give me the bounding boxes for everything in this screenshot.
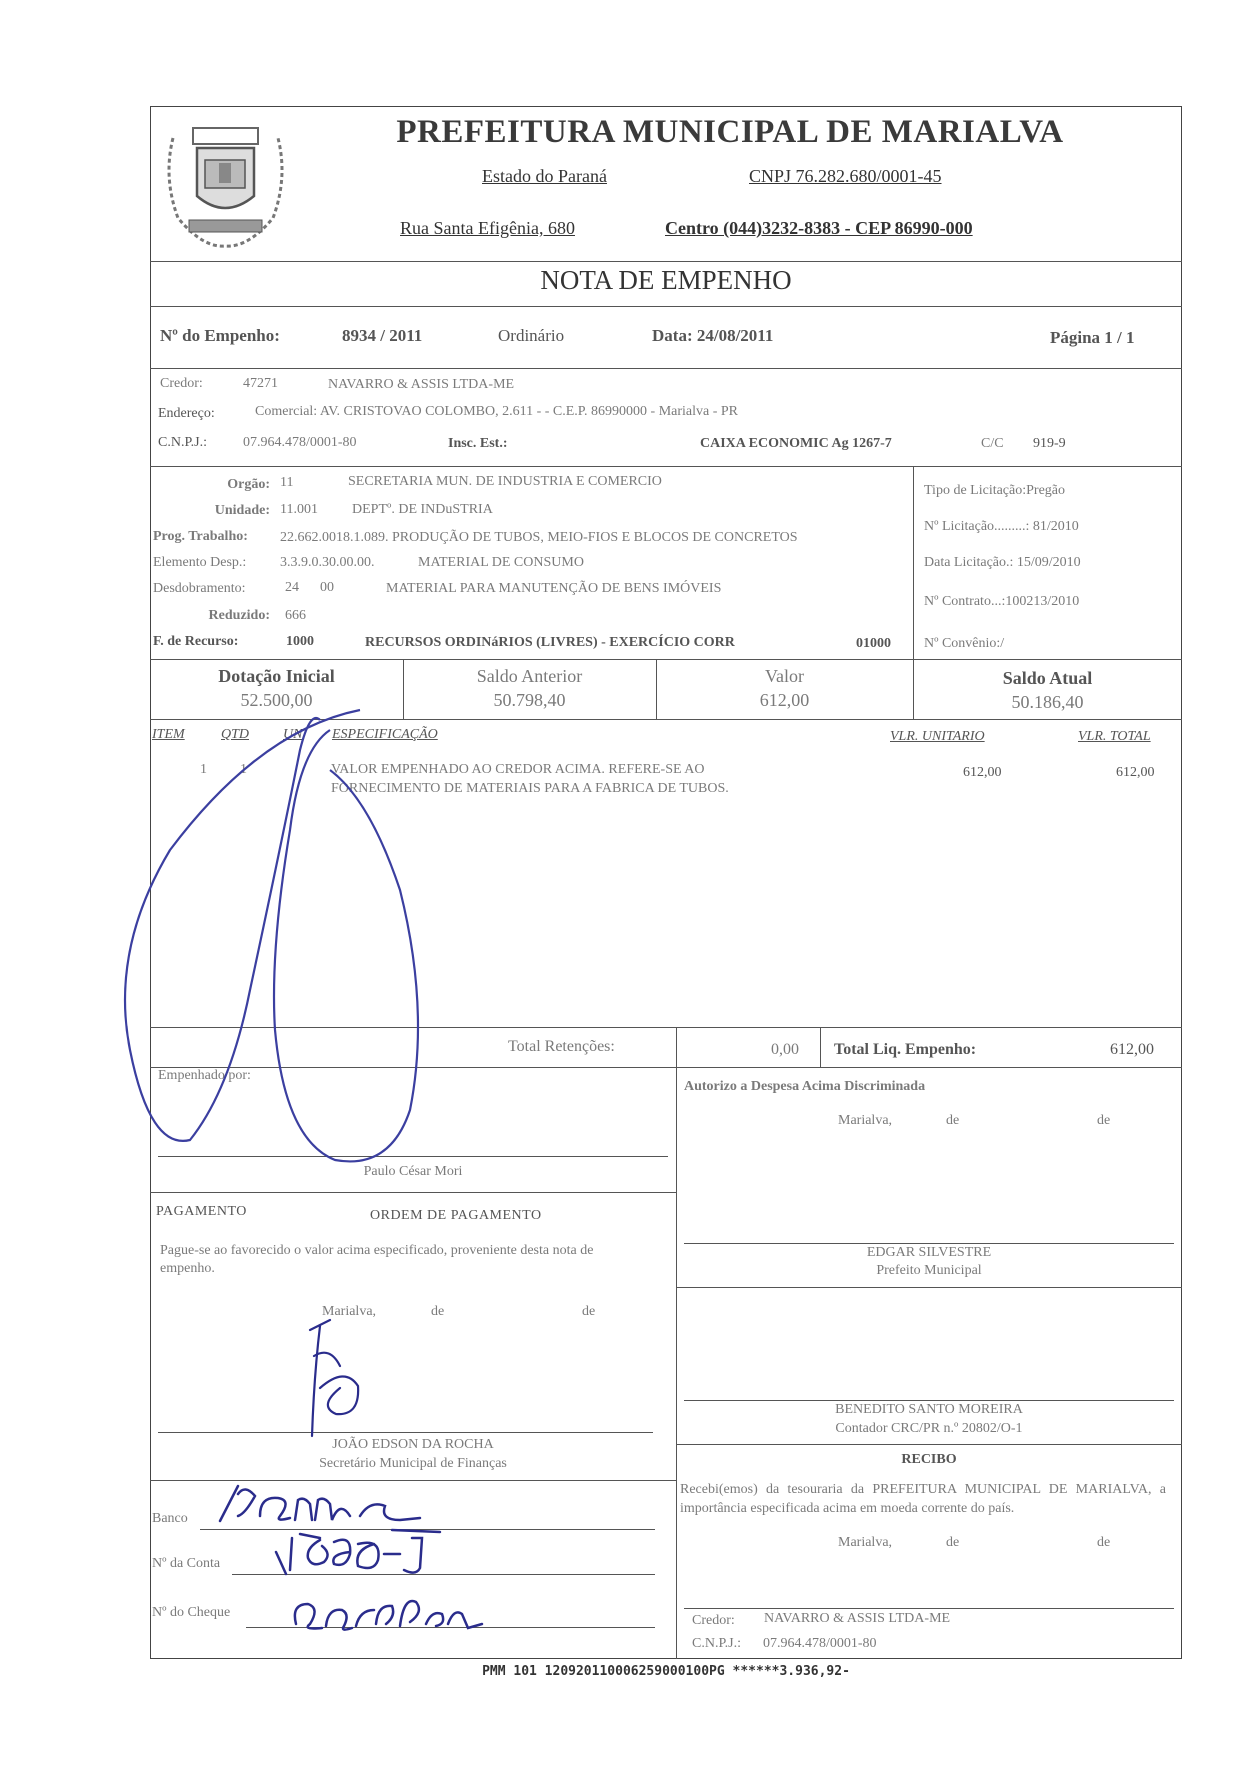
signature-financas — [300, 1316, 380, 1446]
orgao-name: SECRETARIA MUN. DE INDUSTRIA E COMERCIO — [348, 474, 662, 489]
elemento-code: 3.3.9.0.30.00.00. — [280, 555, 375, 570]
saldo-anterior-value: 50.798,40 — [493, 690, 566, 710]
municipality-contact: Centro (044)3232-8383 - CEP 86990-000 — [665, 218, 973, 238]
dotacao-inicial-value: 52.500,00 — [240, 690, 313, 710]
licitacao-data: Data Licitação.: 15/09/2010 — [924, 555, 1081, 570]
municipality-cnpj: CNPJ 76.282.680/0001-45 — [749, 166, 942, 186]
credor-name: NAVARRO & ASSIS LTDA-ME — [328, 377, 515, 392]
recibo-de-2: de — [1097, 1535, 1111, 1550]
valor-label: Valor — [765, 666, 804, 686]
page-number: Página 1 / 1 — [1050, 328, 1135, 347]
recibo-credor-name: NAVARRO & ASSIS LTDA-ME — [764, 1611, 951, 1626]
empenho-number: 8934 / 2011 — [342, 326, 423, 345]
desdobramento-name: MATERIAL PARA MANUTENÇÃO DE BENS IMÓVEIS — [386, 581, 722, 596]
document-title: NOTA DE EMPENHO — [540, 265, 792, 295]
pagamento-label: PAGAMENTO — [156, 1204, 247, 1219]
municipality-title: PREFEITURA MUNICIPAL DE MARIALVA — [396, 114, 1064, 150]
bank-info: CAIXA ECONOMIC Ag 1267-7 — [700, 436, 892, 451]
empenhado-signer-name: Paulo César Mori — [363, 1164, 463, 1179]
saldo-anterior-label: Saldo Anterior — [476, 666, 583, 686]
cc-label: C/C — [981, 436, 1004, 451]
recibo-text: Recebi(emos) da tesouraria da PREFEITURA MUNICIPAL DE MARIALVA, a importância especificada acima em moeda corrente do país. — [680, 1482, 1166, 1516]
un-column-header: UN — [283, 727, 303, 742]
convenio-numero: Nº Convênio:/ — [924, 636, 1005, 651]
prefeito-role: Prefeito Municipal — [876, 1263, 982, 1278]
financas-secretary-role: Secretário Municipal de Finanças — [319, 1456, 507, 1471]
autorizo-text: Autorizo a Despesa Acima Discriminada — [684, 1079, 926, 1094]
recurso-name: RECURSOS ORDINáRIOS (LIVRES) - EXERCÍCIO CORR — [365, 635, 735, 650]
item-number: 1 — [200, 762, 207, 777]
credor-address: Comercial: AV. CRISTOVAO COLOMBO, 2.611 - - C.E.P. 86990000 - Marialva - PR — [255, 404, 739, 419]
signature-mark — [110, 690, 470, 1170]
address-label: Endereço: — [158, 406, 215, 421]
saldo-atual-value: 50.186,40 — [1011, 692, 1084, 712]
autorizo-de-2: de — [1097, 1113, 1111, 1128]
empenho-type: Ordinário — [498, 326, 565, 345]
pagamento-de-1: de — [431, 1304, 445, 1319]
item-total-value: 612,00 — [1116, 765, 1155, 780]
cc-number: 919-9 — [1033, 436, 1066, 451]
valor-value: 612,00 — [759, 690, 810, 710]
unidade-label: Unidade: — [214, 503, 270, 518]
conta-label: Nº da Conta — [152, 1556, 221, 1571]
item-description-line-1: VALOR EMPENHADO AO CREDOR ACIMA. REFERE-SE AO — [331, 762, 705, 777]
municipality-address: Rua Santa Efigênia, 680 — [400, 218, 575, 238]
credor-label: Credor: — [160, 376, 203, 391]
vlr-total-column-header: VLR. TOTAL — [1078, 729, 1151, 744]
unidade-code: 11.001 — [280, 502, 318, 517]
elemento-name: MATERIAL DE CONSUMO — [418, 555, 584, 570]
total-liquido-label: Total Liq. Empenho: — [834, 1041, 977, 1058]
recurso-number: 01000 — [856, 636, 891, 651]
orgao-label: Orgão: — [227, 477, 270, 492]
banco-label: Banco — [152, 1511, 188, 1526]
empenho-date: Data: 24/08/2011 — [652, 326, 774, 345]
item-unit-value: 612,00 — [963, 765, 1002, 780]
credor-cnpj-label: C.N.P.J.: — [158, 435, 208, 450]
recurso-code: 1000 — [286, 634, 314, 649]
prog-label: Prog. Trabalho: — [153, 529, 248, 544]
reduzido-label: Reduzido: — [208, 608, 270, 623]
item-description-line-2: FORNECIMENTO DE MATERIAIS PARA A FABRICA DE TUBOS. — [331, 781, 729, 796]
recibo-place: Marialva, — [838, 1535, 893, 1550]
prefeito-name: EDGAR SILVESTRE — [866, 1245, 992, 1260]
item-quantity: 1 — [240, 762, 247, 777]
recibo-cnpj-label: C.N.P.J.: — [692, 1636, 742, 1651]
saldo-atual-label: Saldo Atual — [1002, 668, 1093, 688]
prog-trabalho: 22.662.0018.1.089. PRODUÇÃO DE TUBOS, MEIO-FIOS E BLOCOS DE CONCRETOS — [280, 530, 798, 545]
recibo-cnpj: 07.964.478/0001-80 — [763, 1636, 877, 1651]
pagamento-place: Marialva, — [322, 1304, 377, 1319]
credor-code: 47271 — [243, 376, 278, 391]
recibo-credor-label: Credor: — [692, 1613, 735, 1628]
handwritten-conta — [262, 1524, 452, 1580]
licitacao-numero: Nº Licitação.........: 81/2010 — [924, 519, 1079, 534]
empenhado-por-label: Empenhado por: — [158, 1068, 251, 1083]
insc-est-label: Insc. Est.: — [448, 436, 508, 451]
pagamento-text: Pague-se ao favorecido o valor acima especificado, proveniente desta nota de empenho. — [160, 1243, 594, 1276]
total-retencoes-value: 0,00 — [771, 1041, 799, 1058]
contrato-numero: Nº Contrato...:100213/2010 — [924, 594, 1080, 609]
total-retencoes-label: Total Retenções: — [508, 1038, 615, 1055]
coat-of-arms-logo — [153, 108, 298, 253]
ordem-pagamento-label: ORDEM DE PAGAMENTO — [370, 1208, 542, 1223]
recurso-label: F. de Recurso: — [153, 634, 239, 649]
qtd-column-header: QTD — [221, 727, 250, 742]
elemento-label: Elemento Desp.: — [153, 555, 247, 570]
recibo-title: RECIBO — [901, 1452, 957, 1467]
credor-cnpj: 07.964.478/0001-80 — [243, 435, 357, 450]
dotacao-inicial-label: Dotação Inicial — [218, 666, 335, 686]
item-column-header: ITEM — [152, 727, 185, 742]
contador-name: BENEDITO SANTO MOREIRA — [835, 1402, 1023, 1417]
licitacao-tipo: Tipo de Licitação:Pregão — [924, 483, 1066, 498]
recibo-de-1: de — [946, 1535, 960, 1550]
financas-secretary-name: JOÃO EDSON DA ROCHA — [332, 1437, 494, 1452]
desdobramento-label: Desdobramento: — [153, 581, 246, 596]
handwritten-cheque — [286, 1588, 486, 1638]
reduzido-value: 666 — [285, 608, 306, 623]
cheque-label: Nº do Cheque — [152, 1605, 231, 1620]
especificacao-column-header: ESPECIFICAÇÃO — [332, 727, 438, 742]
pagamento-de-2: de — [582, 1304, 596, 1319]
empenho-label: Nº do Empenho: — [160, 326, 280, 345]
footer-code: PMM 101 120920110006259000100PG ******3.936,92- — [482, 1664, 850, 1679]
autorizo-place: Marialva, — [838, 1113, 893, 1128]
vlr-unitario-column-header: VLR. UNITARIO — [890, 729, 985, 744]
contador-role: Contador CRC/PR n.º 20802/O-1 — [835, 1421, 1023, 1436]
orgao-code: 11 — [280, 475, 294, 490]
unidade-name: DEPTº. DE INDuSTRIA — [352, 502, 493, 517]
total-liquido-value: 612,00 — [1110, 1041, 1154, 1058]
autorizo-de-1: de — [946, 1113, 960, 1128]
state-name: Estado do Paraná — [482, 166, 607, 186]
desdobramento-code: 24 00 — [285, 580, 334, 595]
